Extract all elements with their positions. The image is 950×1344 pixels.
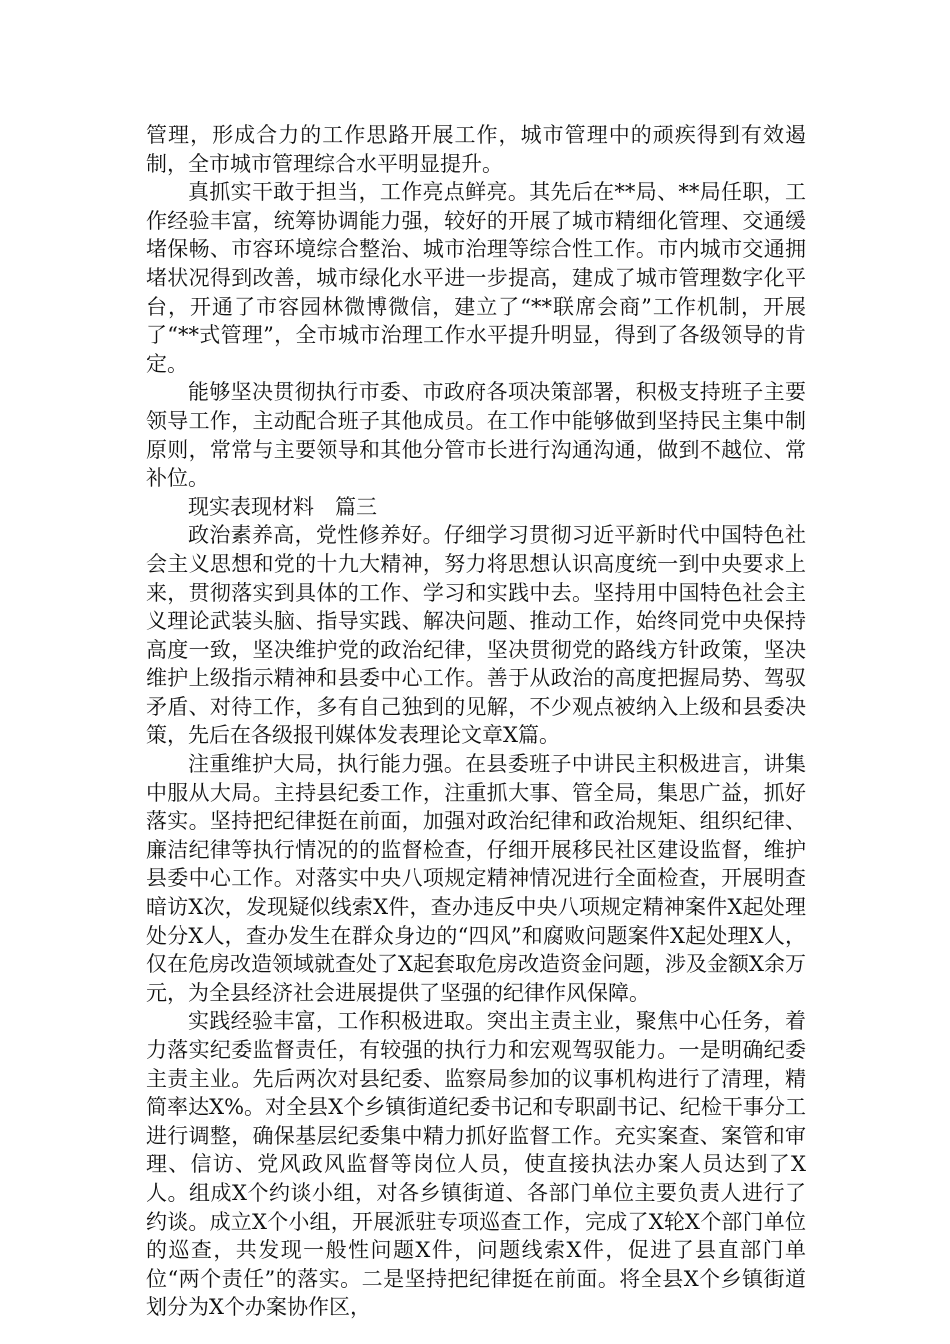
paragraph-continuation: 管理，形成合力的工作思路开展工作，城市管理中的顽疾得到有效遏制，全市城市管理综合水平明显提升。 [146,123,806,176]
paragraph-overall-situation: 注重维护大局，执行能力强。在县委班子中讲民主积极进言，讲集中服从大局。主持县纪委工作，注重抓大事、管全局，集思广益，抓好落实。坚持把纪律挺在前面，加强对政治纪律和政治规矩、组织纪律、廉洁纪律等执行情况的的监督检查，仔细开展移民社区建设监督，维护县委中心工作。对落实中央八项规定精神情况进行全面检查，开展明查暗访X次，发现疑似线索X件，查办违反中央八项规定精神案件X起处理处分X人，查办发生在群众身边的“四风”和腐败问题案件X起处理X人，仅在危房改造领域就查处了X起套取危房改造资金问题，涉及金额X余万元，为全县经济社会进展提供了坚强的纪律作风保障。 [146,752,806,1005]
paragraph-work-highlights: 真抓实干敢于担当，工作亮点鲜亮。其先后在**局、**局任职，工作经验丰富，统筹协调能力强，较好的开展了城市精细化管理、交通缓堵保畅、市容环境综合整治、城市治理等综合性工作。市内城市交通拥堵状况得到改善，城市绿化水平进一步提高，建成了城市管理数字化平台，开通了市容园林微博微信，建立了“**联席会商”工作机制，开展了“**式管理”，全市城市治理工作水平提升明显，得到了各级领导的肯定。 [146,180,806,376]
section-heading: 现实表现材料 篇三 [188,494,377,519]
paragraph-practical-experience: 实践经验丰富，工作积极进取。突出主责主业，聚焦中心任务，着力落实纪委监督责任，有较强的执行力和宏观驾驭能力。一是明确纪委主责主业。先后两次对县纪委、监察局参加的议事机构进行了清理，精简率达X%。对全县X个乡镇街道纪委书记和专职副书记、纪检干事分工进行调整，确保基层纪委集中精力抓好监督工作。充实案查、案管和审理、信访、党风政风监督等岗位人员，使直接执法办案人员达到了X人。组成X个约谈小组，对各乡镇街道、各部门单位主要负责人进行了约谈。成立X个小组，开展派驻专项巡查工作，完成了X轮X个部门单位的巡查，共发现一般性问题X件，问题线索X件，促进了县直部门单位“两个责任”的落实。二是坚持把纪律挺在前面。将全县X个乡镇街道划分为X个办案协作区， [146,1009,806,1320]
document-body [146,121,806,1322]
paragraph-political-quality: 政治素养高，党性修养好。仔细学习贯彻习近平新时代中国特色社会主义思想和党的十九大精神，努力将思想认识高度统一到中央要求上来，贯彻落实到具体的工作、学习和实践中去。坚持用中国特色社会主义理论武装头脑、指导实践、解决问题、推动工作，始终同党中央保持高度一致，坚决维护党的政治纪律，坚决贯彻党的路线方针政策，坚决维护上级指示精神和县委中心工作。善于从政治的高度把握局势、驾驭矛盾、对待工作，多有自己独到的见解，不少观点被纳入上级和县委决策，先后在各级报刊媒体发表理论文章X篇。 [146,523,806,748]
paragraph-decision-execution: 能够坚决贯彻执行市委、市政府各项决策部署，积极支持班子主要领导工作，主动配合班子其他成员。在工作中能够做到坚持民主集中制原则，常常与主要领导和其他分管市长进行沟通沟通，做到不越位、常补位。 [146,380,806,491]
